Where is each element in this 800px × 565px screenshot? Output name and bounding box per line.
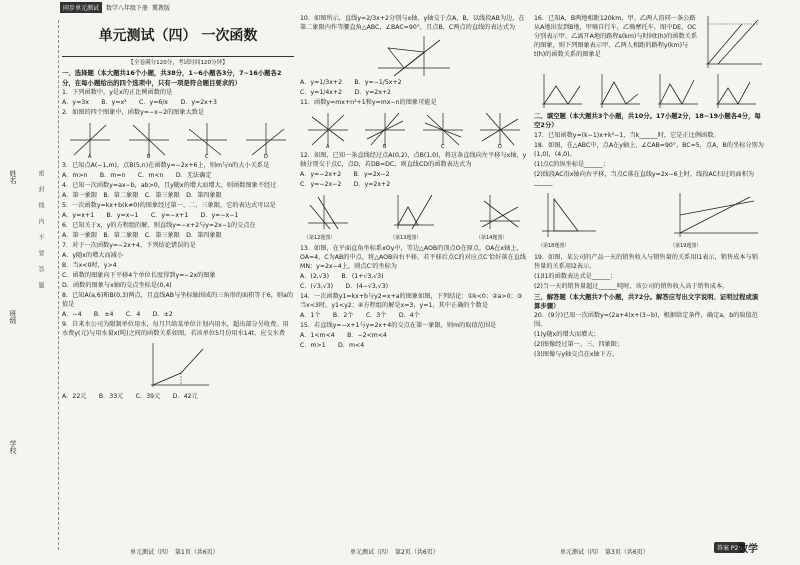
question-19-part-1: (1)l1的函数表达式是______； (534, 272, 617, 280)
section-3-heading: 三、解答题（本大题共7个小题，共72分。解答应写出文字说明、证明过程或演算步骤） (534, 292, 759, 310)
question-17: 17．已知函数y=(k−1)x+k²−1，当k______时，它是正比例函数。 (534, 131, 720, 139)
series-tag: 同步单元测试 (60, 2, 102, 13)
series-name: 数学八年级下册 (106, 4, 149, 12)
question-19: 19．如图，某公司的产品一天的销售收入与销售量的关系用l1表示，销售成本与销售量的关系用l2表示。 (534, 253, 758, 270)
graph-a-label: A (88, 153, 92, 159)
graph-a (66, 121, 114, 159)
question-19-part-2: (2)当一天的销售量超过______吨时，该公司的销售收入高于销售成本。 (534, 282, 729, 290)
question-20: 20．(9分)已知一次函数y=(2a+4)x+(3−b)，根据给定条件，确定a，b的取值范围。 (534, 312, 758, 329)
question-5-options: A．y=x+1 B．y=x−1 C．y=−x+1 D．y=−x−1 (62, 211, 239, 219)
question-9-figure (143, 341, 213, 391)
figure-18-caption: （第18题图） (538, 243, 570, 250)
graph-c (183, 121, 231, 159)
graph-16b (596, 72, 644, 110)
section-2-heading: 二、填空题（本大题共3个小题，共10分。17小题2分，18~19小题各4分，每空2分） (534, 112, 761, 130)
exam-note: 【全卷满分120分，考试时间120分钟】 (62, 56, 294, 67)
graph-11b (361, 111, 409, 149)
question-9: 9．自来水公司为限制单位用水，每月只给某单位计划内用水，超出部分另收费。用水费y(元)与用水量x(吨)之间的函数关系如图，若该单位5月份用水14t，应交水费 (62, 320, 289, 337)
question-14-options: A．1个 B．2个 C．3个 D．4个 (300, 311, 420, 319)
svg-text:D: D (497, 143, 502, 149)
page-title: 单元测试（四） 一次函数 (98, 28, 258, 44)
question-3: 3．已知点A(−1,m)，点B(5,n)在函数y=−2x+6上，则m与n的大小关系是 (62, 161, 270, 169)
question-20-part-2: (2)图像经过第一、三、四象限； (534, 341, 624, 349)
question-15-options-cd: C．m>1 D．m<4 (300, 341, 365, 349)
binding-margin (0, 20, 59, 550)
question-18: 18．如图，在△ABC中，点A在y轴上，∠CAB=90°，BC=5，点A，B的坐标分别为(1,0)，(4,0)。 (534, 141, 764, 158)
header-bar (60, 0, 170, 14)
question-2-figures (62, 119, 294, 161)
figure-19 (670, 191, 760, 250)
graph-b-label: B (146, 153, 151, 159)
question-12-options-cd: C．y=−2x−2 D．y=2x+2 (300, 180, 391, 188)
figure-18 (538, 191, 598, 250)
questions-12-14-figures (300, 191, 528, 244)
figure-12-caption: （第12题图） (304, 234, 336, 241)
question-14: 14．一次函数y1=kx+b与y2=x+a的图象如图，下列结论：①k<0；②a>0；③当x<3时，y1<y2；④方程组的解是x=3，y=1，其中正确的个数是 (300, 293, 523, 309)
school-label: 学校 (9, 440, 17, 454)
question-15-options-ab: A．1<m<4 B．−2<m<4 (300, 331, 387, 339)
subject-label: 数学 (738, 544, 758, 555)
question-15: 15．若直线y=−x+1与y=2x+4的交点在第一象限，则m的取值范围是 (300, 321, 497, 329)
question-16-options (534, 70, 764, 112)
question-7-option-c: C．函数的图象向下平移4个单位长度得到y=−2x的图象 (62, 271, 216, 279)
edition-label: 冀教版 (152, 4, 171, 12)
question-13: 13．如图，在平面直角坐标系xOy中，等边△AOB的顶点O在原点，OA在x轴上，OA=4，C为AB的中点，将△AOB向右平移，若平移后点C的对应点C′恰好落在直线MN：y=2x−4上，则点C′的坐标为 (300, 245, 527, 271)
graph-d-label: D (263, 153, 268, 159)
question-16-figure (702, 14, 764, 70)
question-10: 10．如图所示，直线y=2/3x+2分别与x轴、y轴交于点A，B，以线段AB为边，在第二象限内作等腰直角△ABC，∠BAC=90°，且点B，C两点的直线的表达式为 (300, 15, 525, 31)
question-16: 16．已知A，B两地相距120km，甲、乙两人沿同一条公路从A地出发到B地，甲骑自行车，乙骑摩托车，图中DE，OC分别表示甲、乙离开A地的路程s(km)与时间t(h)的函数关系的图象，则下列图象表示甲、乙两人相距的路程y(km)与t(h)的函数关系的图象是 (534, 15, 698, 58)
svg-text:A: A (326, 143, 330, 149)
graph-16d (712, 72, 760, 110)
graph-16c (654, 72, 702, 110)
question-7-option-d: D．函数的图象与x轴的交点坐标是(0,4) (62, 281, 172, 289)
question-12-options-ab: A．y=−2x+2 B．y=2x−2 (300, 170, 390, 178)
question-10-figure (374, 34, 454, 78)
question-6: 6．已知关于x，y的方程组的解，则直线y=−x+2与y=2x−1的交点在 (62, 221, 256, 229)
question-8-options: A．−4 B．±4 C．4 D．±2 (62, 310, 173, 318)
footer-page-2: 单元测试（四） 第2页（共6页） (350, 549, 439, 556)
question-10-options-ab: A．y=1/3x+2 B．y=−1/5x+2 (300, 78, 402, 86)
question-2: 2．如图的四个图象中，函数y=−x−2的图象大致是 (62, 108, 205, 116)
question-16-block (534, 14, 764, 70)
figure-14-caption: （第14题图） (476, 234, 508, 241)
svg-text:B: B (383, 143, 387, 149)
name-label: 姓名 (9, 170, 17, 184)
graph-11d (476, 111, 524, 149)
graph-d (242, 121, 290, 159)
question-13-options-cd: C．(√3,√3) D．(4−√3,√3) (300, 283, 389, 291)
column-1 (62, 14, 294, 403)
figure-14 (476, 193, 524, 242)
question-8: 8．已知A(a,6)和B(0,3)两点，且直线AB与坐标轴围成的三角形的面积等于6，则a的值是 (62, 291, 294, 308)
graph-c-label: C (205, 153, 209, 159)
footer-page-3: 单元测试（四） 第3页（共6页） (560, 549, 649, 556)
question-7-option-a: A．y随x的增大而减小 (62, 251, 124, 259)
question-10-options-cd: C．y=1/4x+2 D．y=2x+2 (300, 88, 391, 96)
graph-11a (304, 111, 352, 149)
question-6-options: A．第一象限 B．第二象限 C．第三象限 D．第四象限 (62, 231, 222, 239)
class-label: 班级 (9, 310, 17, 324)
figure-12 (304, 193, 352, 242)
question-7: 7．对于一次函数y=−2x+4，下列结论错误的是 (62, 241, 196, 249)
question-3-options: A．m>n B．m=n C．m<n D．无法确定 (62, 171, 212, 179)
question-11-figures (300, 109, 528, 151)
question-7-option-b: B．当x<0时，y>4 (62, 261, 117, 269)
graph-16a (538, 72, 586, 110)
question-4-options: A．第一象限 B．第二象限 C．第三象限 D．第四象限 (62, 191, 222, 199)
seal-line-text: 密封线内不要答题 (37, 170, 44, 298)
question-18-part-1: (1)点C的纵坐标是______； (534, 160, 609, 168)
question-20-part-1: (1)y随x的增大而增大； (534, 331, 600, 339)
figure-19-caption: （第19题图） (670, 243, 702, 250)
figure-13-caption: （第13题图） (390, 234, 422, 241)
questions-18-19-figures (534, 189, 764, 252)
section-1-heading: 一、选择题（本大题共16个小题，共38分，1~6小题各3分，7~16小题各2分，在每小题给出的四个选项中，只有一项是符合题目要求的） (62, 69, 282, 87)
question-12: 12．如图，已知一条直线经过点A(0,2)，点B(1,0)，将这条直线向左平移与x轴、y轴分别交于点C，点D，若DB=DC，则直线CD的函数表达式为 (300, 151, 527, 168)
column-3 (534, 14, 764, 361)
footer-page-1: 单元测试（四） 第1页（共6页） (130, 549, 219, 556)
question-11: 11．函数y=mx+n²+1和y=mx−n的图象可能是 (300, 98, 437, 106)
graph-b (125, 121, 173, 159)
question-9-options: A．22元 B．33元 C．39元 D．42元 (62, 392, 198, 400)
question-1-options: A．y=3x B．y=x² C．y=6/x D．y=2x+3 (62, 98, 217, 106)
question-18-part-2: (2)线段AC沿x轴向右平移，当点C落在直线y=2x−6上时，线段AC扫过的面积为______ (534, 170, 755, 187)
figure-13 (390, 193, 438, 242)
question-1: 1．下列函数中，y是x的正比例函数的是 (62, 88, 173, 96)
question-20-part-3: (3)图像与y轴交点在x轴下方。 (534, 351, 619, 359)
question-5: 5．一次函数y=kx+b(k≠0)的图象经过第一、二、三象限，它的表达式可以是 (62, 201, 276, 209)
question-4: 4．已知一次函数y=ax−b，ab>0，且y随x的增大而增大，则函数图象不经过 (62, 181, 277, 189)
svg-text:C: C (440, 143, 445, 149)
question-13-options-ab: A．(2,√3) B．(1+√3,√3) (300, 273, 384, 281)
answer-badge: 答案 P25 (714, 542, 745, 553)
graph-11c (419, 111, 467, 149)
column-2 (300, 14, 528, 352)
